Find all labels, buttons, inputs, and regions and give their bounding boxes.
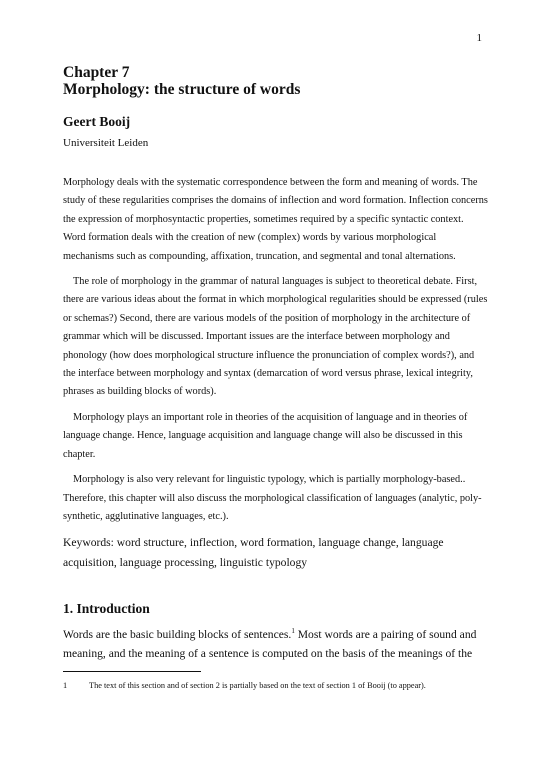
abstract-paragraph: Morphology plays an important role in theories of the acquisition of language and in theories of language change. Hence, language acquisition and language change will also be discussed in this chapter. xyxy=(63,411,468,460)
section-paragraph xyxy=(63,622,488,664)
footnote-text: The text of this section and of section 2 is partially based on the text of section 1 of Booij (to appear). xyxy=(89,680,426,690)
abstract xyxy=(63,174,488,526)
chapter-title: Morphology: the structure of words xyxy=(63,81,301,98)
page-content xyxy=(63,64,488,690)
abstract-paragraph: The role of morphology in the grammar of natural languages is subject to theoretical debate. First, there are various ideas about the format in which morphological regularities should be expressed (rules or schemas?) Second, there are various models of the position of morphology in the architecture of grammar which will be discussed. Important issues are the interface between morphology and phonology (how does morphological structure influence the pronunciation of complex words?), and the interface between morphology and syntax (demarcation of word versus phrase, lexical integrity, phrases as building blocks of words). xyxy=(63,276,488,398)
footnote-reference[interactable]: 1 xyxy=(291,626,295,635)
section-text-end: Most words are a pairing of sound and meaning, and the meaning of a sentence is computed on the basis of the meanings of the xyxy=(63,627,477,660)
author-name: Geert Booij xyxy=(63,114,131,129)
section-heading: 1. Introduction xyxy=(63,600,150,616)
footnote-divider xyxy=(63,671,201,672)
section-text-start: Words are the basic building blocks of sentences. xyxy=(63,627,292,641)
chapter-heading xyxy=(63,64,488,98)
footnote-mark: 1 xyxy=(63,680,68,690)
footnote xyxy=(63,681,488,690)
abstract-paragraph: Morphology is also very relevant for linguistic typology, which is partially morphology-based.. Therefore, this chapter will also discuss the morphological classification of languages (analytic, poly-synthetic, agglutinative languages, etc.). xyxy=(63,474,482,522)
chapter-label: Chapter 7 xyxy=(63,64,130,81)
keywords: Keywords: word structure, inflection, word formation, language change, language acquisition, language processing, linguistic typology xyxy=(63,536,444,569)
author-affiliation: Universiteit Leiden xyxy=(63,137,149,149)
page-number: 1 xyxy=(476,32,482,44)
abstract-paragraph: Morphology deals with the systematic correspondence between the form and meaning of words. The study of these regularities comprises the domains of inflection and word formation. Inflection concerns the expression of morphosyntactic properties, sometimes required by a specific syntactic context. Word formation deals with the creation of new (complex) words by various morphological mechanisms such as compounding, affixation, truncation, and segmental and tonal alternations. xyxy=(63,177,488,262)
